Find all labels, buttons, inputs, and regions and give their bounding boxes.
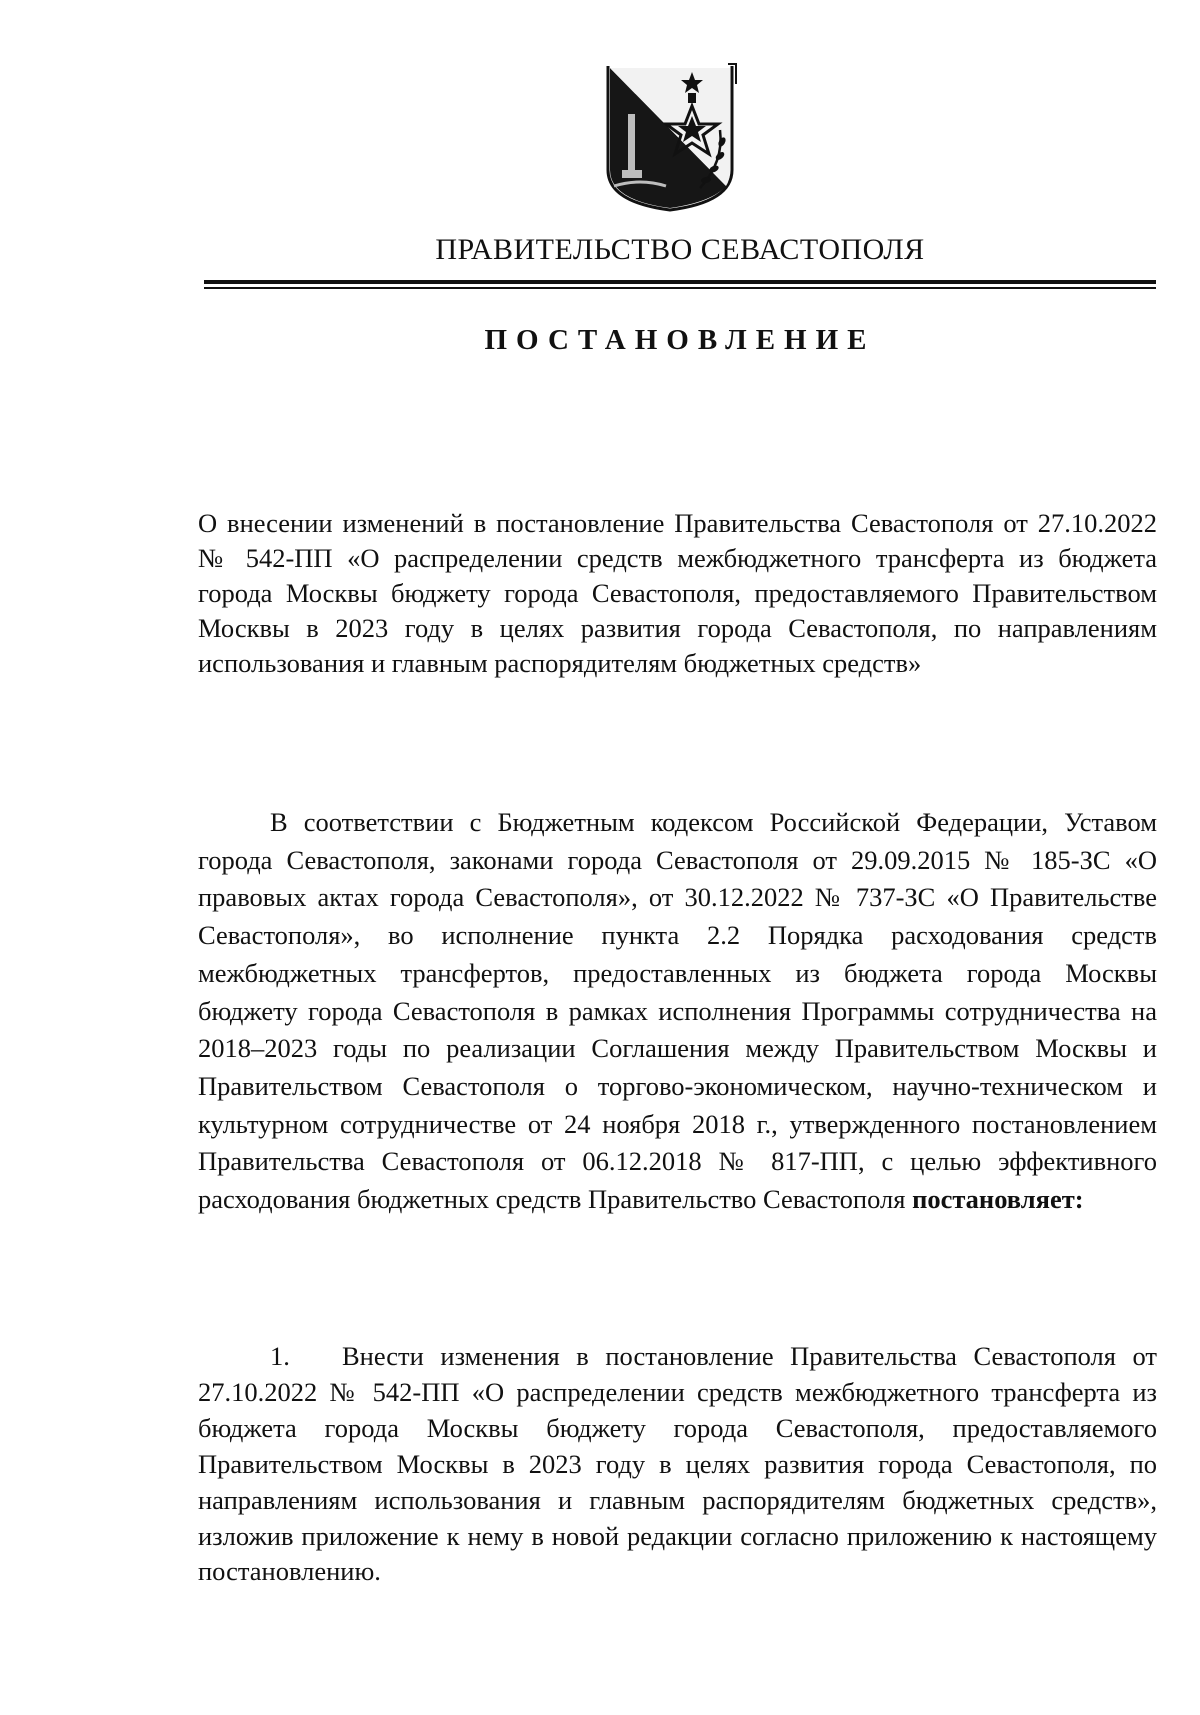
preamble-text: В соответствии с Бюджетным кодексом Российской Федерации, Уставом города Севастополя, законами города Севастополя от 29.09.2015 № 185-ЗС «О правовых актах города Севастополя», от 30.12.2022 № 737-ЗС «О Правительстве Севастополя», во исполнение пункта 2.2 Порядка расходования средств межбюджетных трансфертов, предоставленных из бюджета города Москвы бюджету города Севастополя в рамках исполнения Программы сотрудничества на 2018–2023 годы по реализации Соглашения между Правительством Москвы и Правительством Севастополя о торгово-экономическом, научно-техническом и культурном сотрудничестве от 24 ноября 2018 г., утвержденного постановлением Правительства Севастополя от 06.12.2018 № 817-ПП, с целью эффективного расходования бюджетных средств Правительство Севастополя: [198, 807, 1157, 1215]
document-subject: О внесении изменений в постановление Правительства Севастополя от 27.10.2022 № 542-ПП «О распределении средств межбюджетного трансферта из бюджета города Москвы бюджету города Севастополя, предоставляемого Правительством Москвы в 2023 году в целях развития города Севастополя, по направлениям использования и главным распорядителям бюджетных средств»: [198, 508, 1157, 678]
document-type: ПОСТАНОВЛЕНИЕ: [484, 324, 876, 356]
resolution-item: [198, 1339, 1157, 1590]
preamble-emphasis: постановляет:: [912, 1184, 1084, 1215]
header-rule-thick: [204, 280, 1156, 284]
item-text: Внести изменения в постановление Правительства Севастополя от 27.10.2022 № 542-ПП «О распределении средств межбюджетного трансферта из бюджета города Москвы бюджету города Севастополя, предоставляемого Правительством Москвы в 2023 году в целях развития города Севастополя, по направлениям использования и главным распорядителям бюджетных средств», изложив приложение к нему в новой редакции согласно приложению к настоящему постановлению.: [198, 1341, 1157, 1587]
header-rule-thin: [204, 287, 1156, 289]
government-name: ПРАВИТЕЛЬСТВО СЕВАСТОПОЛЯ: [435, 233, 925, 266]
sevastopol-coat-of-arms-icon: [600, 62, 740, 214]
item-number: 1.: [270, 1341, 290, 1371]
preamble-paragraph: [198, 804, 1157, 1219]
